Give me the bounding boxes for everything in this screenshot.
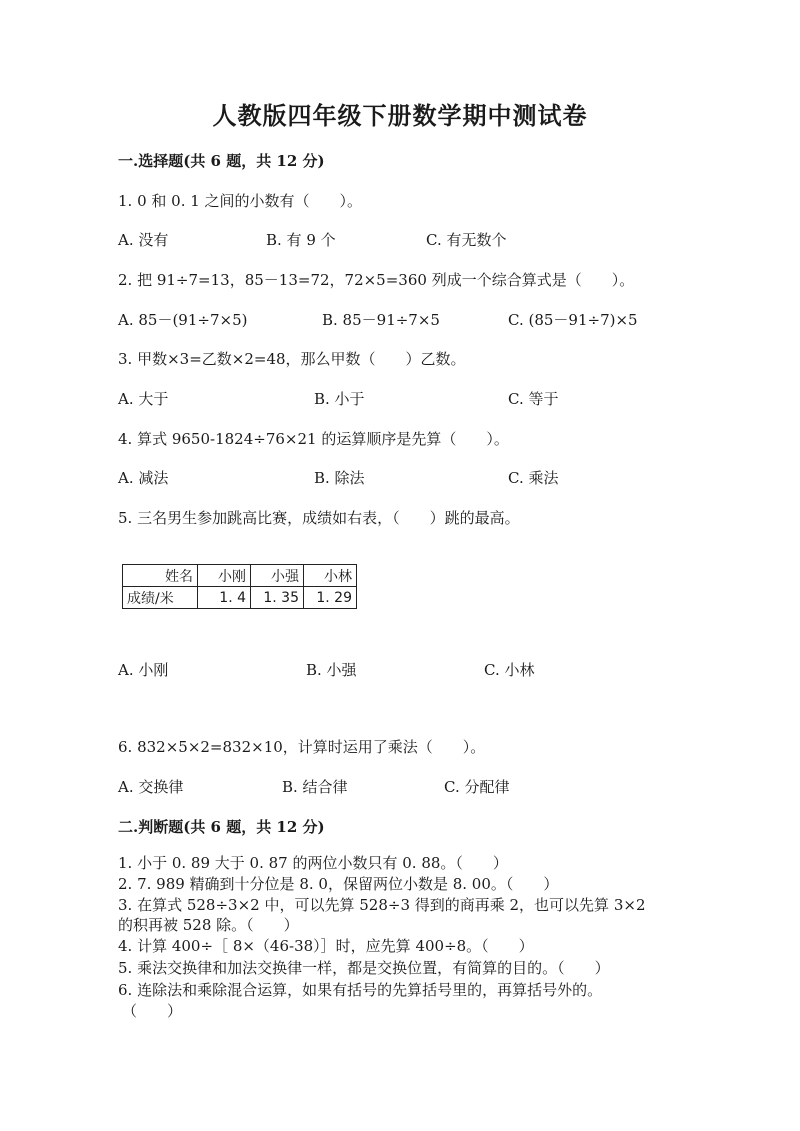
q6-option-b: B. 结合律 (282, 778, 348, 796)
question-2: 2. 把 91÷7=13，85－13=72，72×5=360 列成一个综合算式是（ ）。 (118, 271, 635, 289)
q1-option-c: C. 有无数个 (426, 231, 507, 249)
q2-option-c: C. (85－91÷7)×5 (508, 311, 638, 329)
table-cell: 小林 (304, 565, 357, 587)
table-cell: 小刚 (198, 565, 251, 587)
q2-option-b: B. 85－91÷7×5 (322, 311, 440, 329)
judgement-line-6-cont: （ ） (122, 1002, 183, 1020)
q6-option-a: A. 交换律 (118, 778, 184, 796)
judgement-line-4: 4. 计算 400÷［ 8×（46-38）］时，应先算 400÷8。（ ） (118, 937, 534, 955)
judgement-line-3-cont: 的积再被 528 除。（ ） (118, 916, 299, 934)
q3-option-a: A. 大于 (118, 390, 169, 408)
q3-option-c: C. 等于 (508, 390, 559, 408)
judgement-line-1: 1. 小于 0. 89 大于 0. 87 的两位小数只有 0. 88。（ ） (118, 854, 508, 872)
q2-option-a: A. 85－(91÷7×5) (118, 311, 248, 329)
table-cell: 姓名 (123, 565, 198, 587)
q4-option-b: B. 除法 (314, 469, 365, 487)
question-1: 1. 0 和 0. 1 之间的小数有（ ）。 (118, 192, 363, 210)
judgement-line-2: 2. 7. 989 精确到十分位是 8. 0，保留两位小数是 8. 00。（ ） (118, 875, 559, 893)
page-title: 人教版四年级下册数学期中测试卷 (212, 101, 588, 130)
judgement-line-6: 6. 连除法和乘除混合运算，如果有括号的先算括号里的，再算括号外的。 (118, 981, 603, 999)
question-3: 3. 甲数×3=乙数×2=48，那么甲数（ ）乙数。 (118, 350, 466, 368)
q1-option-b: B. 有 9 个 (266, 231, 336, 249)
q1-option-a: A. 没有 (118, 231, 169, 249)
q5-option-a: A. 小刚 (118, 661, 169, 679)
q6-option-c: C. 分配律 (444, 778, 510, 796)
section-heading-choice: 一.选择题(共 6 题，共 12 分) (118, 152, 325, 170)
q5-option-b: B. 小强 (306, 661, 357, 679)
table-row (123, 587, 357, 609)
table-header-row (123, 565, 357, 587)
q4-option-a: A. 减法 (118, 469, 169, 487)
question-4: 4. 算式 9650-1824÷76×21 的运算顺序是先算（ ）。 (118, 430, 509, 448)
section-heading-judgement: 二.判断题(共 6 题，共 12 分) (118, 818, 325, 836)
table-cell: 1. 29 (304, 587, 357, 609)
table-cell: 成绩/米 (123, 587, 198, 609)
judgement-line-5: 5. 乘法交换律和加法交换律一样，都是交换位置，有简算的目的。（ ） (118, 959, 610, 977)
judgement-line-3: 3. 在算式 528÷3×2 中，可以先算 528÷3 得到的商再乘 2，也可以先算 3×2 (118, 896, 646, 914)
q3-option-b: B. 小于 (314, 390, 365, 408)
height-score-table (122, 564, 357, 609)
question-6: 6. 832×5×2=832×10，计算时运用了乘法（ ）。 (118, 738, 486, 756)
q4-option-c: C. 乘法 (508, 469, 559, 487)
table-cell: 1. 4 (198, 587, 251, 609)
table-cell: 小强 (251, 565, 304, 587)
question-5: 5. 三名男生参加跳高比赛，成绩如右表，（ ）跳的最高。 (118, 509, 520, 527)
q5-option-c: C. 小林 (484, 661, 535, 679)
table-cell: 1. 35 (251, 587, 304, 609)
